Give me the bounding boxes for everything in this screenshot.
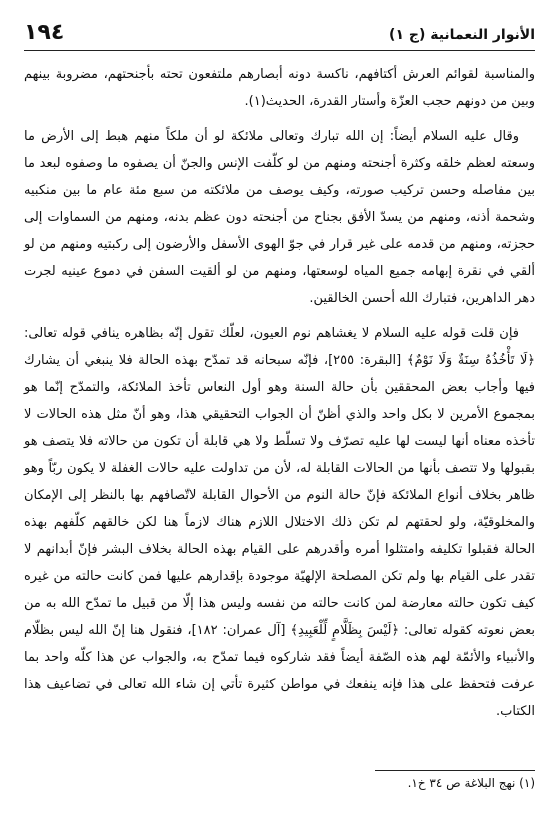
footnote: (١) نهج البلاغة ص ٣٤ خ١. <box>407 776 535 790</box>
paragraph: وقال عليه السلام أيضاً: إن الله تبارك وتعالى ملائكة لو أن ملكاً منهم هبط إلى الأرض ما وسعته لعظم خلقه وكثرة أجنحته ومنهم من لو كلّفت الإنس والجنّ أن يصفوه ما وصفوه لبعد ما بين مفاصله وحسن تركيب صورته، وكيف يوصف من ملائكته من سبع مئة عام ما بين منكبيه وشحمة أذنه، ومنهم من يسدّ الأفق بجناح من أجنحته دون عظم بدنه، ومنهم من السماوات إلى حجزته، ومنهم من قدمه على غير قرار في جوّ الهوى الأسفل والأرضون إلى ركبتيه ومنهم من لو ألقي في نقرة إبهامه جميع المياه لوسعتها، ومنهم من لو ألقيت السفن في دموع عينيه لجرت دهر الداهرين، فتبارك الله أحسن الخالقين. <box>24 129 535 306</box>
footnote-divider <box>375 770 535 771</box>
paragraph: فإن قلت قوله عليه السلام لا يغشاهم نوم العيون، لعلّك تقول إنّه بظاهره ينافي قوله تعالى: ﴿لَا تَأْخُذُهُ سِنَةٌ وَلَا نَوْمٌ﴾ [البقرة: ٢٥٥]، فإنّه سبحانه قد تمدّح بهذه الحالة فلا ينبغي أن يشارك فيها وأجاب بعض المحققين بأن حالة السنة وهو أول النعاس تأخذ الملائكة، والتمدّح إنّما هو بمجموع الأمرين لا بكل واحد والذي أظنّ أن الجواب التحقيقي هذا، وهو أنّ مثل هذه الحالات لا تأخذه معناه أنها ليست لها عليه تصرّف ولا تسلّط ولا هي قابلة أن تكون من حالاته فلا يتصف هو بقبولها ولا تتصف بأنها من الحالات القابلة له، لأن من تداولت عليه حالات الغفلة لا يكون ربّاً وهو ظاهر بخلاف أنواع الملائكة فإنّ حالة النوم من الأحوال القابلة لاتّصافهم بها بالنظر إلى الإمكان والمخلوقيّة، ولو لحقتهم لم تكن ذلك الاختلال اللازم هناك لازماً هنا لكن خالقهم كلّفهم بهذه الحالة فقبلوا تكليفه وامتثلوا أمره وأقدرهم على القيام بهذه الحالة بخلاف البشر فإنّ أبدانهم لا تقدر على القيام بها ولم تكن المصلحة الإلهيّة موجودة بإقدارهم عليها فمن كانت حالته من غيره كيف تكون حالته معارضة لمن كانت حالته من نفسه وليس هذا إلّا من قبيل ما تمدّح الله به من بعض نعوته كقوله تعالى: ﴿لَيْسَ بِظَلَّامٍ لِّلْعَبِيدِ﴾ [آل عمران: ١٨٢]، فنقول هنا إنّ الله ليس بظلّام والأنبياء والأئمّة لهم هذه الصّفة أيضاً فقد شاركوه فيما تمدّح به، والجواب عن هذا كلّه واحد بما عرفت فتحفظ على هذا فإنه ينفعك في مواطن كثيرة تأتي إن شاء الله تعالى في تضاعيف هذا الكتاب. <box>24 326 536 719</box>
paragraph: والمناسبة لقوائم العرش أكتافهم، ناكسة دونه أبصارهم ملتفعون تحته بأجنحتهم، مضروبة بينهم وبين من دونهم حجب العزّة وأستار القدرة، الحديث(١). <box>24 67 535 109</box>
running-title: الأنوار النعمانية (ج ١) <box>389 27 535 43</box>
main-text <box>24 61 535 725</box>
page-number: ١٩٤ <box>24 20 65 45</box>
page-header <box>24 20 535 51</box>
